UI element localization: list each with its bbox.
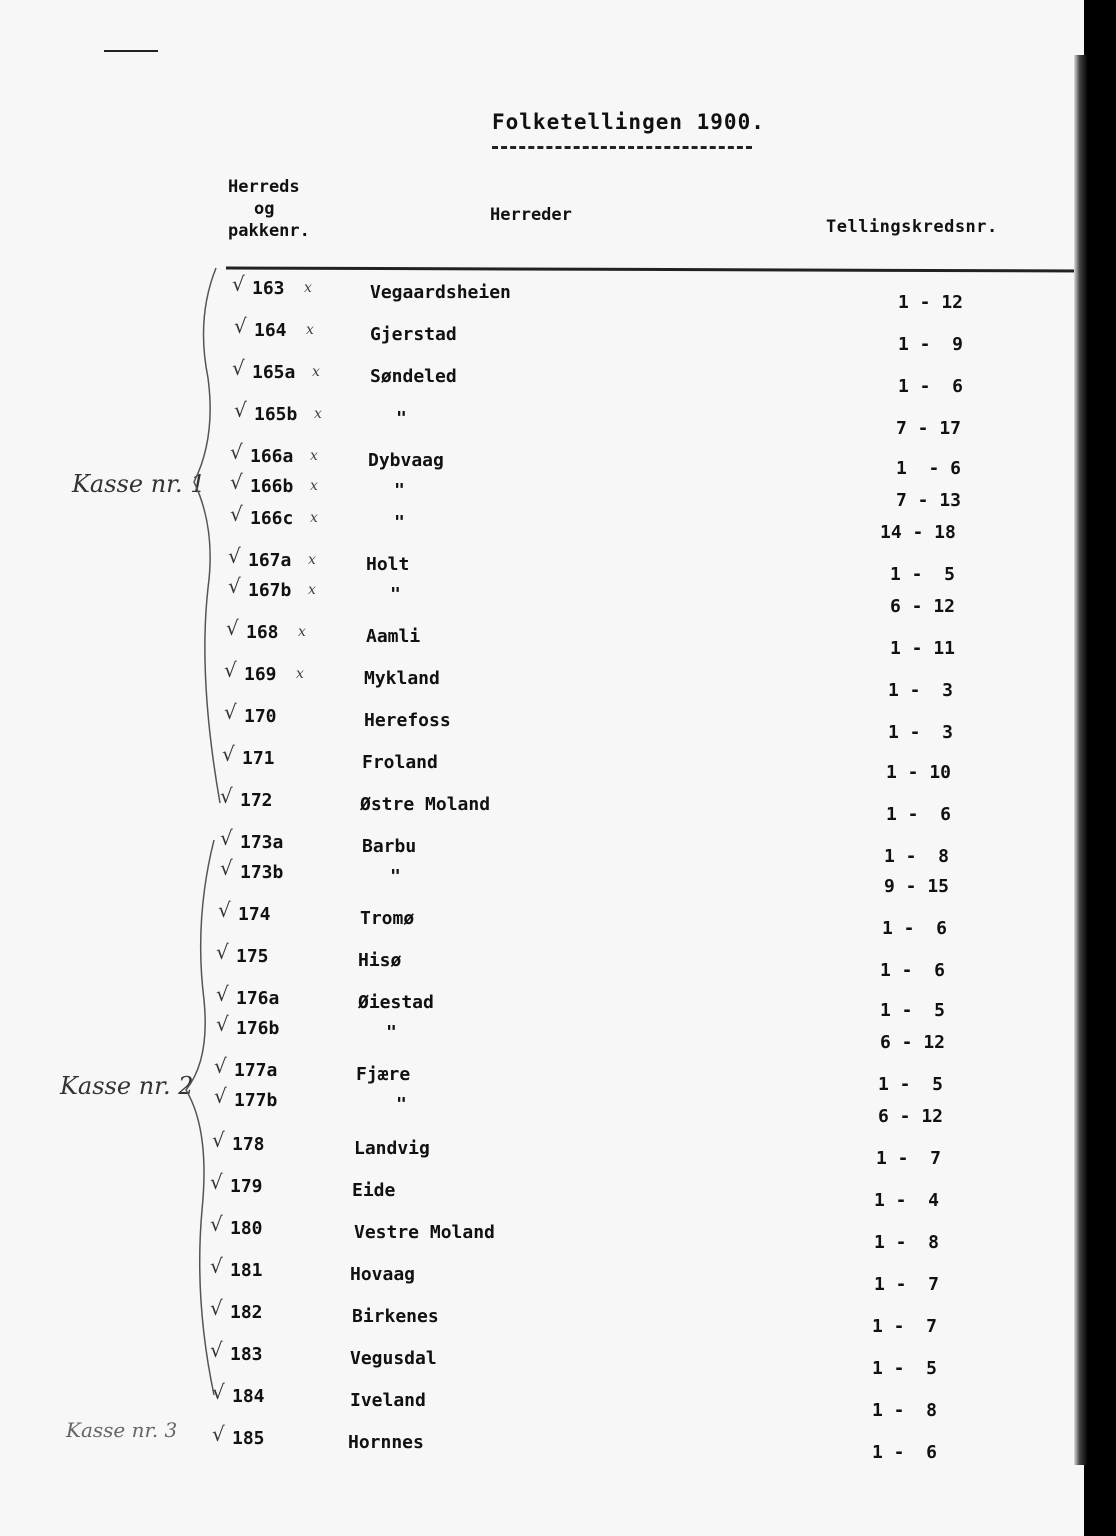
- tellingskreds-range: 7 - 13: [896, 490, 962, 511]
- checkmark-icon: √: [226, 616, 239, 640]
- header-left-line3: pakkenr.: [228, 221, 310, 241]
- herred-name: Gjerstad: [370, 324, 457, 345]
- tick-mark: x: [298, 624, 306, 640]
- herred-name: Mykland: [364, 668, 440, 689]
- header-left-line2: og: [254, 199, 275, 219]
- herred-name: Vestre Moland: [354, 1222, 495, 1243]
- pakkenr: 177b: [234, 1090, 278, 1111]
- pakkenr: 176b: [236, 1018, 280, 1039]
- tellingskreds-range: 7 - 17: [896, 418, 962, 439]
- herred-name: Søndeled: [370, 366, 457, 387]
- tellingskreds-range: 1 - 5: [878, 1074, 944, 1095]
- tick-mark: x: [310, 478, 318, 494]
- tellingskreds-range: 1 - 6: [872, 1442, 938, 1463]
- herred-name: ": [390, 584, 401, 605]
- tellingskreds-range: 1 - 3: [888, 722, 954, 743]
- herred-name: Østre Moland: [360, 794, 491, 815]
- checkmark-icon: √: [216, 1012, 229, 1036]
- herred-name: Fjære: [356, 1064, 411, 1085]
- pakkenr: 165b: [254, 404, 298, 425]
- tellingskreds-range: 6 - 12: [878, 1106, 944, 1127]
- tellingskreds-range: 1 - 10: [886, 762, 952, 783]
- page-title: Folketellingen 1900.: [492, 110, 765, 134]
- title-underline: [492, 146, 752, 149]
- checkmark-icon: √: [222, 742, 235, 766]
- herred-name: ": [390, 866, 401, 887]
- herred-name: Herefoss: [364, 710, 451, 731]
- tick-mark: x: [296, 666, 304, 682]
- pakkenr: 180: [230, 1218, 263, 1239]
- tellingskreds-range: 14 - 18: [880, 522, 956, 543]
- checkmark-icon: √: [224, 700, 237, 724]
- pakkenr: 173b: [240, 862, 284, 883]
- header-rule: [226, 267, 1084, 273]
- herred-name: ": [396, 1094, 407, 1115]
- checkmark-icon: √: [234, 314, 247, 338]
- checkmark-icon: √: [224, 658, 237, 682]
- tellingskreds-range: 1 - 9: [898, 334, 964, 355]
- checkmark-icon: √: [220, 856, 233, 880]
- tellingskreds-range: 1 - 3: [888, 680, 954, 701]
- tellingskreds-range: 1 - 6: [896, 458, 962, 479]
- checkmark-icon: √: [228, 544, 241, 568]
- header-tellingskredsnr: Tellingskredsnr.: [826, 217, 998, 237]
- herred-name: Holt: [366, 554, 410, 575]
- herred-name: Eide: [352, 1180, 396, 1201]
- checkmark-icon: √: [210, 1254, 223, 1278]
- checkmark-icon: √: [210, 1170, 223, 1194]
- herred-name: Vegusdal: [350, 1348, 437, 1369]
- tellingskreds-range: 1 - 12: [898, 292, 964, 313]
- tellingskreds-range: 1 - 6: [882, 918, 948, 939]
- herred-name: Hisø: [358, 950, 402, 971]
- herred-name: ": [386, 1022, 397, 1043]
- tellingskreds-range: 1 - 6: [886, 804, 952, 825]
- pakkenr: 166b: [250, 476, 294, 497]
- tick-mark: x: [308, 582, 316, 598]
- checkmark-icon: √: [214, 1084, 227, 1108]
- tellingskreds-range: 1 - 5: [872, 1358, 938, 1379]
- pakkenr: 171: [242, 748, 275, 769]
- herred-name: ": [394, 512, 405, 533]
- herred-name: Tromø: [360, 908, 415, 929]
- pakkenr: 166c: [250, 508, 294, 529]
- pakkenr: 170: [244, 706, 277, 727]
- pakkenr: 183: [230, 1344, 263, 1365]
- pakkenr: 173a: [240, 832, 284, 853]
- pakkenr: 184: [232, 1386, 265, 1407]
- checkmark-icon: √: [212, 1128, 225, 1152]
- herred-name: ": [394, 480, 405, 501]
- pakkenr: 174: [238, 904, 271, 925]
- pakkenr: 181: [230, 1260, 263, 1281]
- checkmark-icon: √: [230, 502, 243, 526]
- tellingskreds-range: 1 - 7: [872, 1316, 938, 1337]
- header-herreder: Herreder: [490, 205, 572, 225]
- herred-name: ": [396, 408, 407, 429]
- kasse-label-2: Kasse nr. 2: [60, 1072, 194, 1100]
- tellingskreds-range: 1 - 8: [874, 1232, 940, 1253]
- checkmark-icon: √: [210, 1212, 223, 1236]
- pakkenr: 185: [232, 1428, 265, 1449]
- tellingskreds-range: 1 - 6: [898, 376, 964, 397]
- brace-2-icon: [180, 830, 220, 1410]
- checkmark-icon: √: [230, 440, 243, 464]
- pakkenr: 167b: [248, 580, 292, 601]
- header-left-line1: Herreds: [228, 177, 300, 197]
- checkmark-icon: √: [212, 1422, 225, 1446]
- tellingskreds-range: 1 - 8: [872, 1400, 938, 1421]
- pakkenr: 172: [240, 790, 273, 811]
- pakkenr: 178: [232, 1134, 265, 1155]
- checkmark-icon: √: [216, 982, 229, 1006]
- tick-mark: x: [314, 406, 322, 422]
- tellingskreds-range: 1 - 7: [876, 1148, 942, 1169]
- herred-name: Iveland: [350, 1390, 426, 1411]
- pakkenr: 163: [252, 278, 285, 299]
- herred-name: Hovaag: [350, 1264, 416, 1285]
- tellingskreds-range: 6 - 12: [890, 596, 956, 617]
- pakkenr: 164: [254, 320, 287, 341]
- checkmark-icon: √: [218, 898, 231, 922]
- tellingskreds-range: 1 - 11: [890, 638, 956, 659]
- tellingskreds-range: 1 - 6: [880, 960, 946, 981]
- checkmark-icon: √: [210, 1338, 223, 1362]
- tellingskreds-range: 1 - 8: [884, 846, 950, 867]
- herred-name: Froland: [362, 752, 438, 773]
- checkmark-icon: √: [210, 1296, 223, 1320]
- pakkenr: 179: [230, 1176, 263, 1197]
- checkmark-icon: √: [220, 826, 233, 850]
- herred-name: Aamli: [366, 626, 421, 647]
- herred-name: Vegaardsheien: [370, 282, 511, 303]
- tellingskreds-range: 9 - 15: [884, 876, 950, 897]
- tellingskreds-range: 1 - 5: [890, 564, 956, 585]
- tellingskreds-range: 1 - 5: [880, 1000, 946, 1021]
- tellingskreds-range: 1 - 7: [874, 1274, 940, 1295]
- checkmark-icon: √: [232, 272, 245, 296]
- tick-mark: x: [306, 322, 314, 338]
- pakkenr: 166a: [250, 446, 294, 467]
- tick-mark: x: [304, 280, 312, 296]
- header-herreds-og-pakkenr: [228, 176, 310, 242]
- tellingskreds-range: 1 - 4: [874, 1190, 940, 1211]
- page-right-edge: [1074, 55, 1088, 1465]
- pakkenr: 167a: [248, 550, 292, 571]
- corner-dash-mark: [104, 50, 158, 52]
- brace-1-icon: [186, 258, 226, 818]
- kasse-label-1: Kasse nr. 1: [72, 470, 206, 498]
- tick-mark: x: [310, 510, 318, 526]
- checkmark-icon: √: [214, 1054, 227, 1078]
- checkmark-icon: √: [228, 574, 241, 598]
- pakkenr: 168: [246, 622, 279, 643]
- pakkenr: 182: [230, 1302, 263, 1323]
- kasse-label-3: Kasse nr. 3: [66, 1418, 178, 1442]
- herred-name: Birkenes: [352, 1306, 439, 1327]
- tick-mark: x: [308, 552, 316, 568]
- tick-mark: x: [310, 448, 318, 464]
- checkmark-icon: √: [234, 398, 247, 422]
- checkmark-icon: √: [216, 940, 229, 964]
- herred-name: Øiestad: [358, 992, 434, 1013]
- pakkenr: 169: [244, 664, 277, 685]
- pakkenr: 176a: [236, 988, 280, 1009]
- checkmark-icon: √: [230, 470, 243, 494]
- checkmark-icon: √: [220, 784, 233, 808]
- tick-mark: x: [312, 364, 320, 380]
- herred-name: Landvig: [354, 1138, 430, 1159]
- herred-name: Hornnes: [348, 1432, 424, 1453]
- tellingskreds-range: 6 - 12: [880, 1032, 946, 1053]
- pakkenr: 175: [236, 946, 269, 967]
- pakkenr: 177a: [234, 1060, 278, 1081]
- pakkenr: 165a: [252, 362, 296, 383]
- herred-name: Dybvaag: [368, 450, 444, 471]
- checkmark-icon: √: [232, 356, 245, 380]
- checkmark-icon: √: [212, 1380, 225, 1404]
- herred-name: Barbu: [362, 836, 417, 857]
